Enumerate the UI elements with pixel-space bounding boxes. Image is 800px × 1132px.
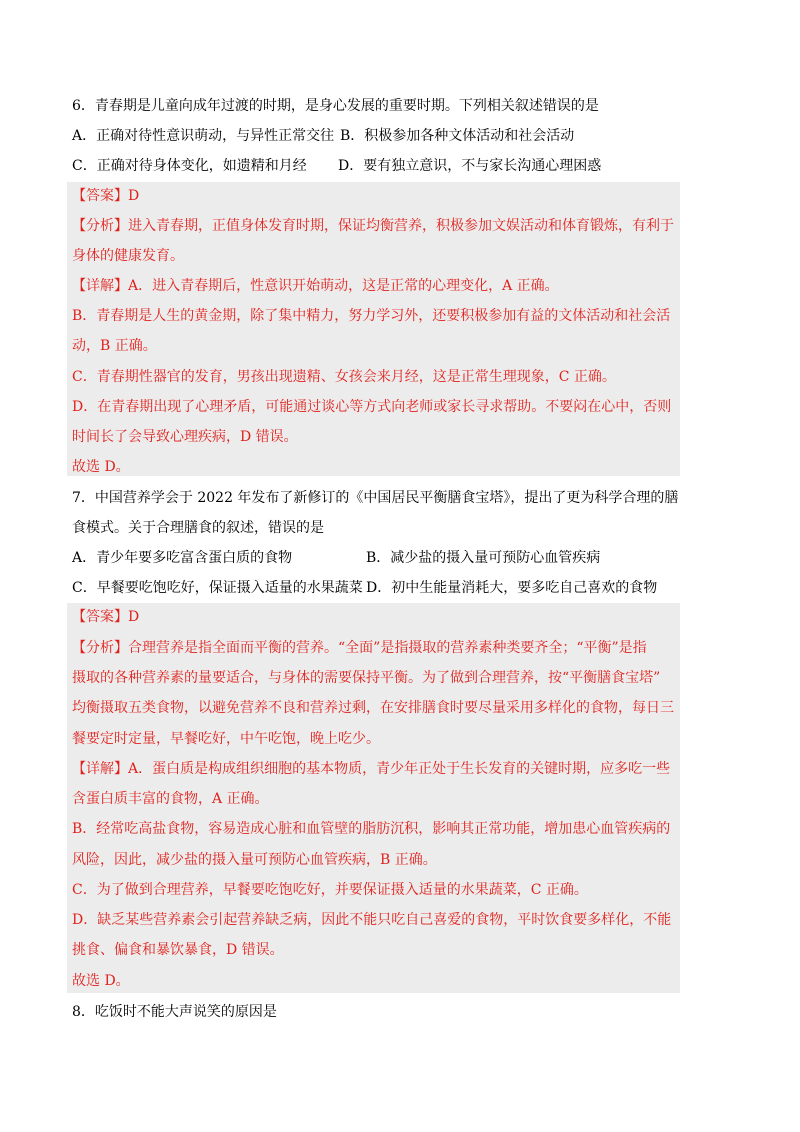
- q7-analysis: 【分析】合理营养是指全面而平衡的营养。“全面”是指摄取的营养素种类要齐全；“平衡”是指: [72, 640, 647, 656]
- q7-option-c: C．早餐要吃饱吃好，保证摄入适量的水果蔬菜: [72, 580, 363, 596]
- q6-detail-b-cont: 动，B 正确。: [72, 338, 157, 354]
- q7-analysis-cont-3: 餐要定时定量，早餐吃好，中午吃饱，晚上吃少。: [72, 731, 380, 747]
- q6-option-d: D．要有独立意识，不与家长沟通心理困惑: [338, 158, 602, 174]
- q7-detail-d: D．缺乏某些营养素会引起营养缺乏病，因此不能只吃自己喜爱的食物，平时饮食要多样化，不能: [72, 912, 672, 928]
- q6-detail-d: D．在青春期出现了心理矛盾，可能通过谈心等方式向老师或家长寻求帮助。不要闷在心中，否则: [72, 399, 672, 415]
- q6-answer: 【答案】D: [72, 188, 140, 204]
- q7-answer: 【答案】D: [72, 609, 140, 625]
- q7-stem-cont: 食模式。关于合理膳食的叙述，错误的是: [72, 520, 324, 536]
- q7-stem: 7．中国营养学会于 2022 年发布了新修订的《中国居民平衡膳食宝塔》，提出了更为科学合理的膳: [72, 490, 679, 506]
- q7-detail-d-cont: 挑食、偏食和暴饮暴食，D 错误。: [72, 942, 284, 958]
- q7-option-b: B．减少盐的摄入量可预防心血管疾病: [366, 550, 601, 566]
- q6-option-c: C．正确对待身体变化，如遗精和月经: [72, 158, 307, 174]
- q7-detail-b: B．经常吃高盐食物，容易造成心脏和血管壁的脂肪沉积，影响其正常功能，增加患心血管疾病的: [72, 821, 671, 837]
- q7-detail-a-cont: 含蛋白质丰富的食物，A 正确。: [72, 791, 269, 807]
- q7-option-a: A．青少年要多吃富含蛋白质的食物: [72, 550, 293, 566]
- q7-final-answer: 故选 D。: [72, 973, 130, 989]
- q6-analysis-cont: 身体的健康发育。: [72, 248, 184, 264]
- q6-stem: 6．青春期是儿童向成年过渡的时期，是身心发展的重要时期。下列相关叙述错误的是: [72, 98, 599, 114]
- q7-option-d: D．初中生能量消耗大，要多吃自己喜欢的食物: [366, 580, 658, 596]
- q6-analysis: 【分析】进入青春期，正值身体发育时期，保证均衡营养，积极参加文娱活动和体育锻炼，有利于: [72, 218, 674, 234]
- q7-detail-a: 【详解】A．蛋白质是构成组织细胞的基本物质，青少年正处于生长发育的关键时期，应多吃一些: [72, 761, 671, 777]
- q6-detail-a: 【详解】A．进入青春期后，性意识开始萌动，这是正常的心理变化，A 正确。: [72, 278, 559, 294]
- q8-stem: 8．吃饭时不能大声说笑的原因是: [72, 1004, 277, 1020]
- q6-detail-d-cont: 时间长了会导致心理疾病，D 错误。: [72, 429, 298, 445]
- q6-detail-b: B．青春期是人生的黄金期，除了集中精力，努力学习外，还要积极参加有益的文体活动和社会活: [72, 308, 671, 324]
- q6-option-a: A．正确对待性意识萌动，与异性正常交往: [72, 128, 335, 144]
- q6-detail-c: C．青春期性器官的发育，男孩出现遗精、女孩会来月经，这是正常生理现象，C 正确。: [72, 369, 616, 385]
- q7-analysis-cont-1: 摄取的各种营养素的量要适合，与身体的需要保持平衡。为了做到合理营养，按“平衡膳食宝塔”: [72, 670, 661, 686]
- q6-final-answer: 故选 D。: [72, 459, 130, 475]
- q7-detail-c: C．为了做到合理营养，早餐要吃饱吃好，并要保证摄入适量的水果蔬菜，C 正确。: [72, 882, 588, 898]
- q7-detail-b-cont: 风险，因此，减少盐的摄入量可预防心血管疾病，B 正确。: [72, 852, 437, 868]
- q6-option-b: B．积极参加各种文体活动和社会活动: [340, 128, 575, 144]
- q7-analysis-cont-2: 均衡摄取五类食物，以避免营养不良和营养过剩，在安排膳食时要尽量采用多样化的食物，每日三: [72, 700, 674, 716]
